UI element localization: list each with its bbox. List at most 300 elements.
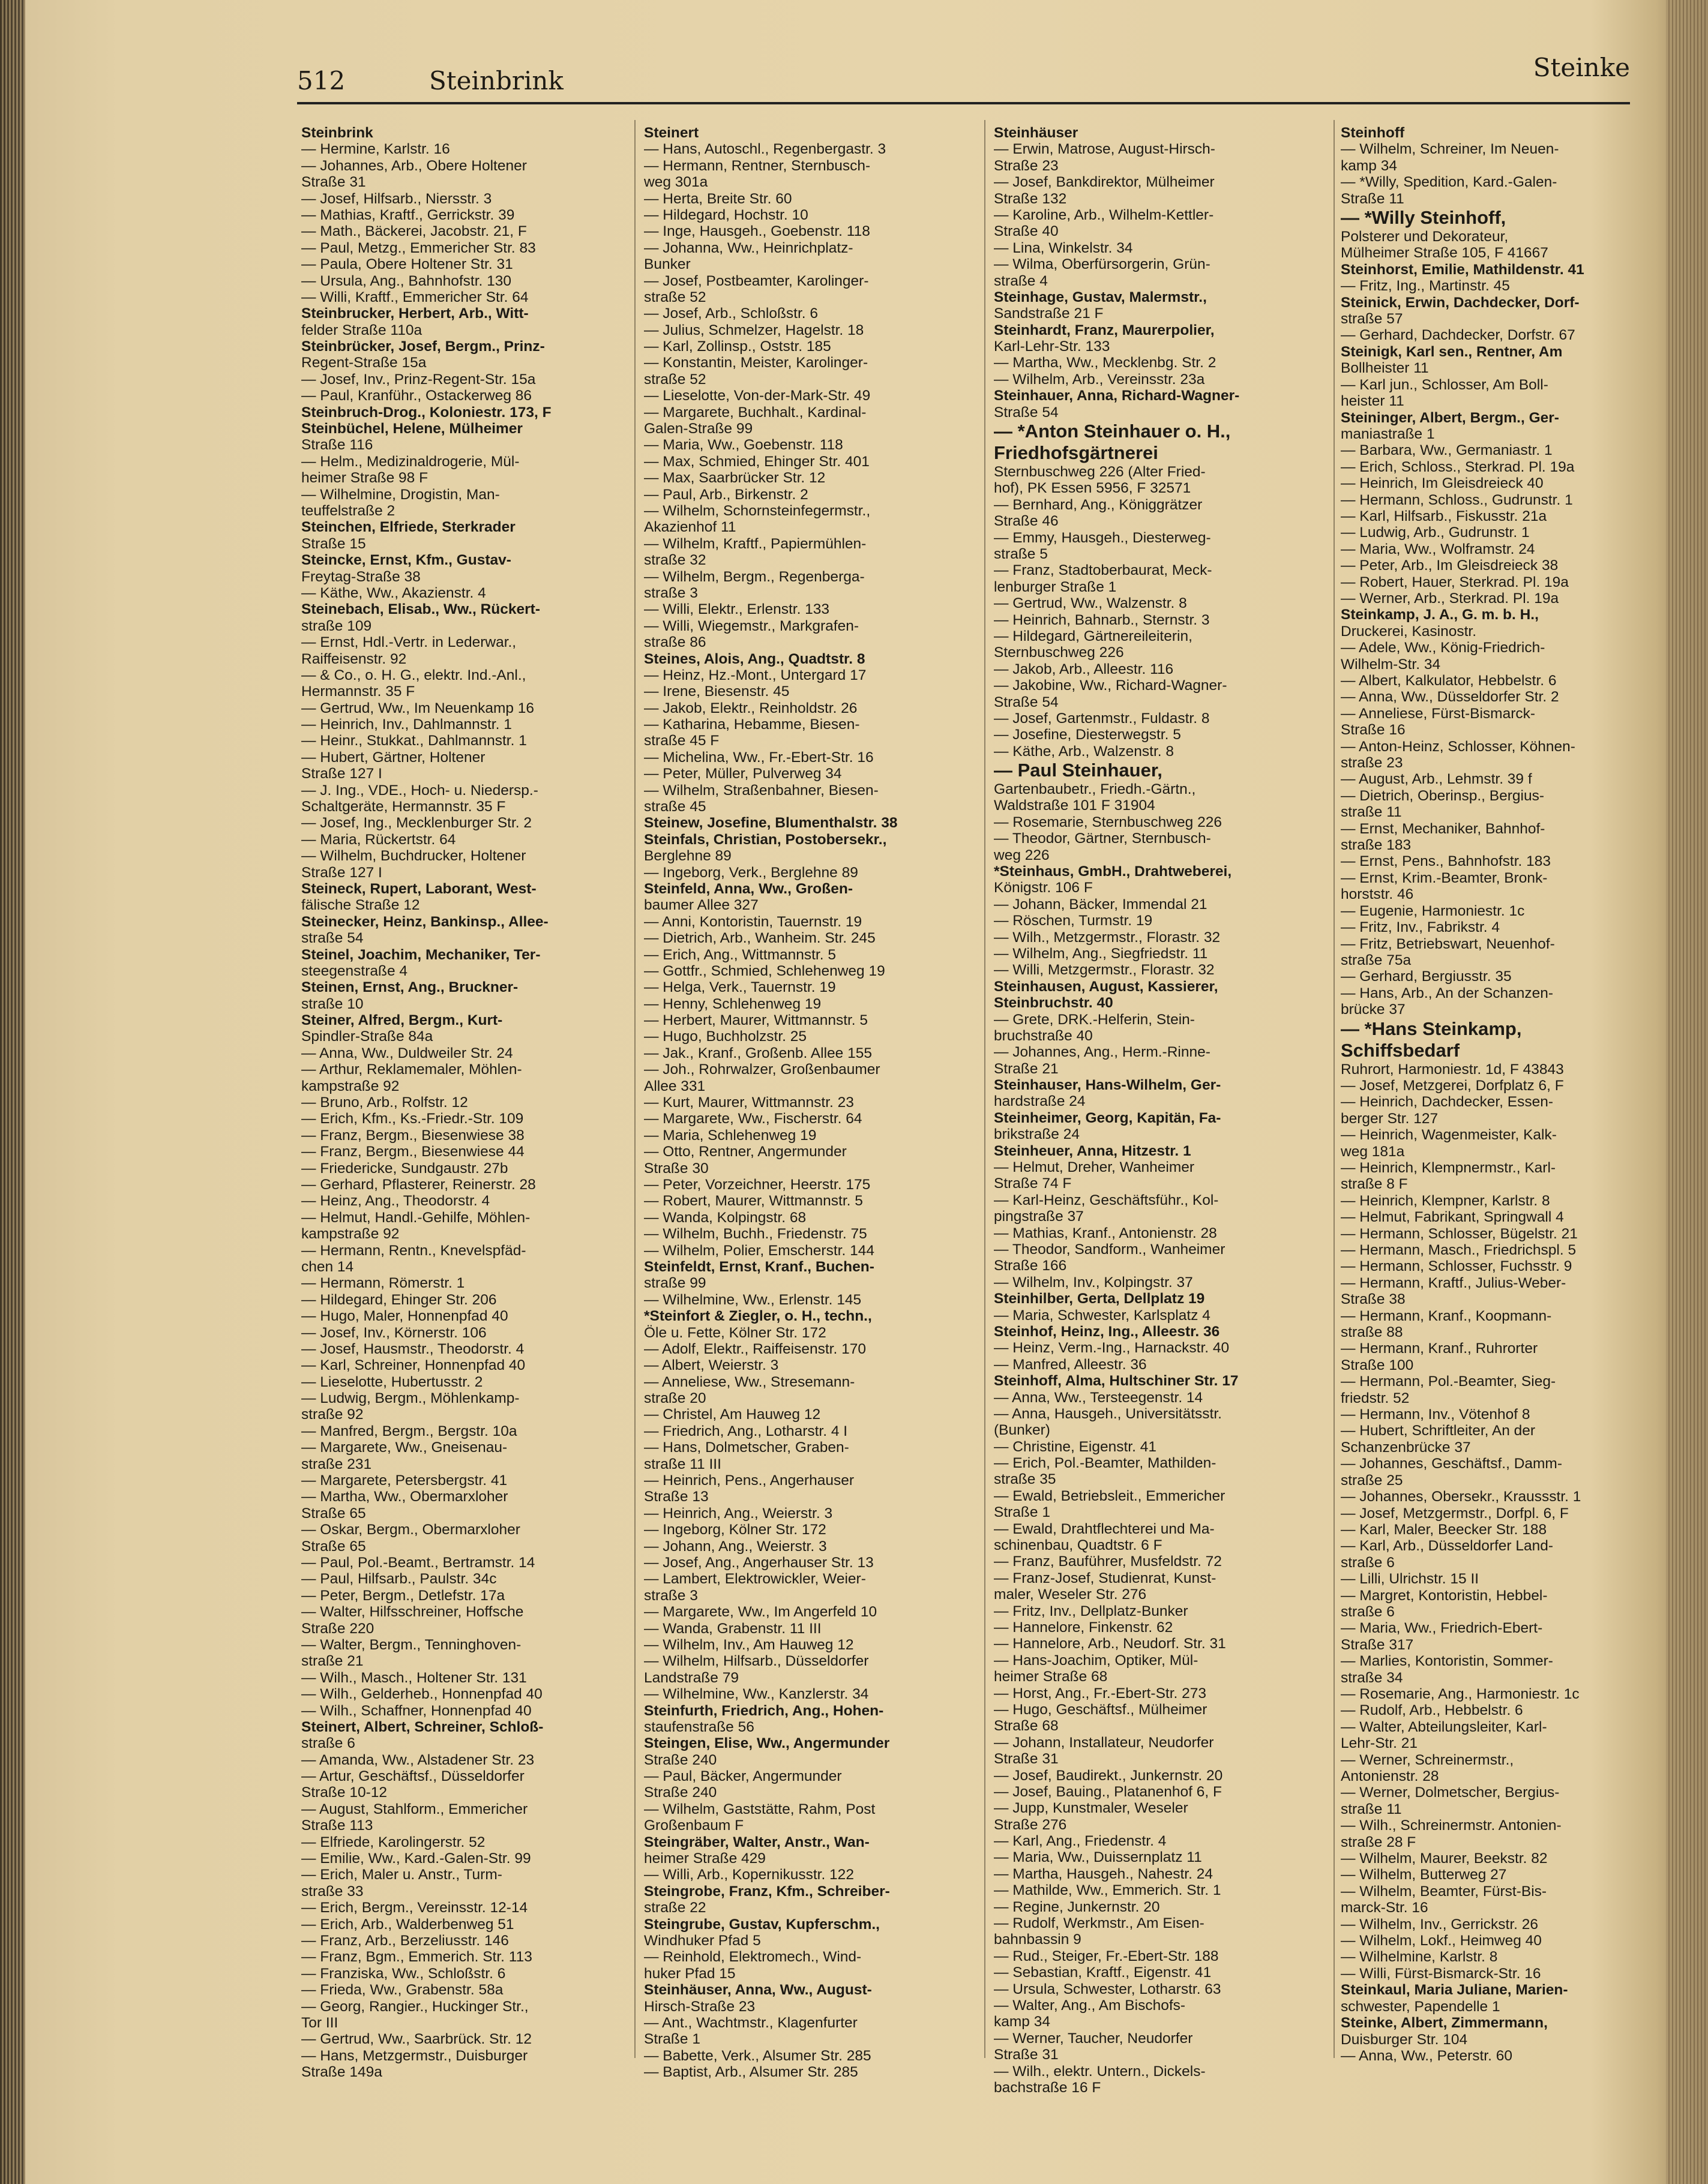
directory-entry-line: Landstraße 79	[644, 1669, 739, 1686]
directory-entry-line: — Ewald, Betriebsleit., Emmericher	[994, 1487, 1225, 1504]
directory-entry-line: Friedhofsgärtnerei	[994, 442, 1158, 464]
directory-entry-line: — Wilhelm, Buchh., Friedenstr. 75	[644, 1226, 867, 1243]
directory-entry-line: — Wilhelmine, Drogistin, Man-	[301, 486, 500, 503]
directory-entry-line: — Hans, Autoschl., Regenbergastr. 3	[644, 141, 886, 158]
directory-entry-line: straße 86	[644, 634, 706, 651]
directory-entry-line: huker Pfad 15	[644, 1965, 736, 1982]
directory-entry-line: — Theodor, Sandform., Wanheimer	[994, 1241, 1225, 1258]
directory-entry-line: — Regine, Junkernstr. 20	[994, 1898, 1160, 1915]
directory-entry-line: straße 34	[1341, 1669, 1403, 1686]
directory-entry-line: — Johannes, Obersekr., Kraussstr. 1	[1341, 1489, 1581, 1505]
directory-entry-line: — Wilh., Schreinermstr. Antonien-	[1341, 1817, 1562, 1834]
directory-entry-line: — Maria, Schwester, Karlsplatz 4	[994, 1307, 1210, 1324]
directory-entry-line: — Eugenie, Harmoniestr. 1c	[1341, 902, 1525, 919]
directory-entry-line: — Franz, Stadtoberbaurat, Meck-	[994, 562, 1212, 579]
directory-entry-line: Straße 127 I	[301, 864, 382, 881]
directory-entry-line: staufenstraße 56	[644, 1718, 754, 1735]
directory-entry-line: — Julius, Schmelzer, Hagelstr. 18	[644, 322, 864, 338]
directory-entry-line: kampstraße 92	[301, 1226, 400, 1243]
directory-entry-line: — Ingeborg, Verk., Berglehne 89	[644, 864, 858, 881]
directory-entry-line: — Helga, Verk., Tauernstr. 19	[644, 979, 836, 996]
directory-entry-line: Steinbüchel, Helene, Mülheimer	[301, 421, 523, 437]
directory-entry-line: Schiffsbedarf	[1341, 1039, 1460, 1061]
directory-entry-line: — Paula, Obere Holtener Str. 31	[301, 256, 513, 273]
directory-entry-line: Schanzenbrücke 37	[1341, 1439, 1471, 1456]
directory-entry-line: — Robert, Maurer, Wittmannstr. 5	[644, 1193, 863, 1210]
directory-entry-line: — Josefine, Diesterwegstr. 5	[994, 727, 1181, 743]
directory-entry-line: Steinheimer, Georg, Kapitän, Fa-	[994, 1109, 1221, 1126]
directory-entry-line: kamp 34	[1341, 157, 1397, 174]
directory-entry-line: straße 6	[301, 1735, 355, 1752]
directory-entry-line: — *Willy, Spedition, Kard.-Galen-	[1341, 174, 1557, 191]
directory-entry-line: Steinhäuser, Anna, Ww., August-	[644, 1982, 872, 1999]
directory-entry-line: — Erich, Schloss., Sterkrad. Pl. 19a	[1341, 458, 1575, 475]
directory-entry-line: — Anna, Ww., Tersteegenstr. 14	[994, 1389, 1203, 1406]
directory-entry-line: Straße 74 F	[994, 1175, 1072, 1192]
directory-entry-line: — Wilhelm, Bergm., Regenberga-	[644, 568, 865, 585]
directory-entry-line: straße 8 F	[1341, 1176, 1408, 1193]
directory-entry-line: — Martha, Hausgeh., Nahestr. 24	[994, 1865, 1213, 1882]
directory-entry-line: steegenstraße 4	[301, 962, 408, 979]
directory-entry-line: — Wilhelm, Schreiner, Im Neuen-	[1341, 141, 1559, 158]
directory-entry-line: straße 88	[1341, 1324, 1403, 1341]
directory-entry-line: — August, Arb., Lehmstr. 39 f	[1341, 771, 1532, 788]
directory-entry-line: Tor III	[301, 2014, 338, 2031]
directory-entry-line: Straße 31	[301, 174, 366, 191]
directory-entry-line: — Heinrich, Inv., Dahlmannstr. 1	[301, 716, 512, 733]
directory-entry-line: friedstr. 52	[1341, 1390, 1410, 1406]
directory-entry-line: — Heinrich, Klempnermstr., Karl-	[1341, 1159, 1556, 1176]
directory-entry-line: — Helmut, Fabrikant, Springwall 4	[1341, 1209, 1564, 1226]
directory-entry-line: — Wanda, Kolpingstr. 68	[644, 1209, 807, 1226]
directory-entry-line: Steinigk, Karl sen., Rentner, Am	[1341, 343, 1563, 360]
directory-entry-line: — Wilhelm, Hilfsarb., Düsseldorfer	[644, 1653, 869, 1670]
directory-entry-line: Straße 10-12	[301, 1784, 387, 1801]
directory-entry-line: Straße 11	[1341, 190, 1404, 207]
directory-entry-line: straße 54	[301, 930, 364, 947]
directory-entry-line: — & Co., o. H. G., elektr. Ind.-Anl.,	[301, 667, 526, 683]
directory-entry-line: fälische Straße 12	[301, 897, 420, 914]
directory-entry-line: Steinhausen, August, Kassierer,	[994, 978, 1218, 995]
directory-entry-line: Hermannstr. 35 F	[301, 683, 415, 700]
directory-entry-line: Straße 166	[994, 1258, 1067, 1274]
directory-entry-line: — Elfriede, Karolingerstr. 52	[301, 1834, 486, 1850]
directory-entry-line: — Maria, Schlehenweg 19	[644, 1127, 817, 1144]
directory-entry-line: — Paul, Hilfsarb., Paulstr. 34c	[301, 1571, 497, 1588]
directory-entry-line: — Heinrich, Wagenmeister, Kalk-	[1341, 1127, 1557, 1144]
directory-entry-line: — Gertrud, Ww., Im Neuenkamp 16	[301, 700, 535, 716]
directory-entry-line: Ruhrort, Harmoniestr. 1d, F 43843	[1341, 1061, 1564, 1078]
directory-entry-line: Königstr. 106 F	[994, 880, 1093, 896]
directory-entry-line: — Johannes, Arb., Obere Holtener	[301, 157, 527, 174]
directory-entry-line: — Willi, Elektr., Erlenstr. 133	[644, 601, 830, 618]
directory-entry-line: *Steinfort & Ziegler, o. H., techn.,	[644, 1308, 872, 1325]
directory-entry-line: — Jakob, Elektr., Reinholdstr. 26	[644, 700, 858, 716]
directory-entry-line: — Hannelore, Arb., Neudorf. Str. 31	[994, 1636, 1226, 1652]
directory-entry-line: — Heinz, Verm.-Ing., Harnackstr. 40	[994, 1340, 1230, 1357]
directory-entry-line: straße 6	[1341, 1554, 1395, 1571]
directory-entry-line: — Wilhelm, Lokf., Heimweg 40	[1341, 1933, 1542, 1949]
directory-entry-line: Steinhoff	[1341, 125, 1405, 141]
directory-entry-line: — Albert, Kalkulator, Hebbelstr. 6	[1341, 673, 1557, 689]
directory-entry-line: — Röschen, Turmstr. 19	[994, 913, 1153, 929]
directory-entry-line: straße 92	[301, 1406, 364, 1423]
directory-column-3	[994, 125, 1315, 2096]
directory-column-1	[301, 125, 622, 2080]
directory-entry-line: — Marlies, Kontoristin, Sommer-	[1341, 1653, 1553, 1670]
directory-entry-line: — Walter, Hilfsschreiner, Hoffsche	[301, 1604, 524, 1621]
directory-entry-line: — Maria, Ww., Friedrich-Ebert-	[1341, 1620, 1543, 1637]
directory-entry-line: — Ludwig, Bergm., Möhlenkamp-	[301, 1390, 520, 1407]
directory-entry-line: Steinbruchstr. 40	[994, 995, 1113, 1012]
directory-entry-line: — Karl jun., Schlosser, Am Boll-	[1341, 376, 1548, 393]
directory-entry-line: — Franz-Josef, Studienrat, Kunst-	[994, 1570, 1216, 1586]
directory-entry-line: — Wilhelmine, Ww., Kanzlerstr. 34	[644, 1686, 869, 1703]
directory-entry-line: — Henny, Schlehenweg 19	[644, 995, 822, 1012]
directory-entry-line: — Heinr., Stukkat., Dahlmannstr. 1	[301, 733, 527, 749]
directory-entry-line: — Wilh., Gelderheb., Honnenpfad 40	[301, 1686, 543, 1703]
directory-entry-line: — Anna, Ww., Peterstr. 60	[1341, 2047, 1512, 2064]
directory-entry-line: bachstraße 16 F	[994, 2079, 1101, 2096]
directory-entry-line: — Josef, Baudirekt., Junkernstr. 20	[994, 1767, 1223, 1784]
directory-entry-line: Straße 149a	[301, 2064, 382, 2081]
directory-entry-line: — Wilhelm, Beamter, Fürst-Bis-	[1341, 1883, 1547, 1900]
directory-entry-line: — Wilhelm, Inv., Gerrickstr. 26	[1341, 1916, 1538, 1933]
directory-entry-line: weg 181a	[1341, 1143, 1405, 1160]
directory-entry-line: — Franz, Arb., Berzeliusstr. 146	[301, 1932, 509, 1949]
directory-entry-line: Steinhardt, Franz, Maurerpolier,	[994, 322, 1215, 338]
directory-entry-line: — *Hans Steinkamp,	[1341, 1018, 1522, 1039]
directory-entry-line: straße 52	[644, 371, 706, 388]
directory-entry-line: — Paul, Kranführ., Ostackerweg 86	[301, 388, 532, 404]
directory-entry-line: heimer Straße 98 F	[301, 470, 429, 487]
directory-entry-line: — Inge, Hausgeh., Goebenstr. 118	[644, 223, 870, 240]
directory-entry-line: — Paul Steinhauer,	[994, 760, 1162, 781]
directory-entry-line: — Wilhelm, Maurer, Beekstr. 82	[1341, 1850, 1548, 1867]
directory-entry-line: — Hugo, Buchholzstr. 25	[644, 1028, 807, 1045]
directory-entry-line: — Babette, Verk., Alsumer Str. 285	[644, 2047, 871, 2064]
directory-entry-line: Windhuker Pfad 5	[644, 1932, 761, 1949]
directory-entry-line: — Gerhard, Pflasterer, Reinerstr. 28	[301, 1177, 536, 1193]
directory-entry-line: — Gottfr., Schmied, Schlehenweg 19	[644, 962, 885, 979]
directory-entry-line: — Karl, Hilfsarb., Fiskusstr. 21a	[1341, 508, 1547, 524]
directory-entry-line: — Josef, Bauing., Platanenhof 6, F	[994, 1783, 1222, 1800]
directory-entry-line: — Emmy, Hausgeh., Diesterweg-	[994, 529, 1211, 546]
directory-entry-line: — Sebastian, Kraftf., Eigenstr. 41	[994, 1964, 1212, 1981]
directory-entry-line: Raiffeisenstr. 92	[301, 650, 407, 667]
directory-entry-line: — Adolf, Elektr., Raiffeisenstr. 170	[644, 1340, 866, 1357]
directory-entry-line: — Jakob, Arb., Alleestr. 116	[994, 661, 1174, 677]
directory-entry-line: Sternbuschweg 226	[994, 644, 1124, 661]
directory-entry-line: straße 4	[994, 272, 1048, 289]
directory-entry-line: schwester, Papendelle 1	[1341, 1998, 1500, 2015]
directory-entry-line: — Karl, Maler, Beecker Str. 188	[1341, 1521, 1547, 1538]
directory-entry-line: — Wilhelmine, Karlstr. 8	[1341, 1949, 1498, 1966]
directory-entry-line: — Wilhelm, Polier, Emscherstr. 144	[644, 1242, 874, 1259]
directory-entry-line: Steinen, Ernst, Ang., Bruckner-	[301, 979, 519, 996]
directory-entry-line: straße 11	[1341, 1801, 1402, 1817]
directory-entry-line: felder Straße 110a	[301, 322, 422, 338]
directory-entry-line: — Wilh., Metzgermstr., Florastr. 32	[994, 929, 1221, 946]
directory-entry-line: Sternbuschweg 226 (Alter Fried-	[994, 464, 1206, 481]
directory-entry-line: Steinecker, Heinz, Bankinsp., Allee-	[301, 913, 549, 930]
directory-entry-line: — Rudolf, Werkmstr., Am Eisen-	[994, 1915, 1204, 1932]
directory-entry-line: Regent-Straße 15a	[301, 355, 427, 371]
directory-entry-line: — Wilh., elektr. Untern., Dickels-	[994, 2063, 1206, 2080]
directory-entry-line: — Hans, Dolmetscher, Graben-	[644, 1439, 849, 1456]
directory-entry-line: — Karl, Schreiner, Honnenpfad 40	[301, 1357, 526, 1374]
directory-entry-line: Steingrobe, Franz, Kfm., Schreiber-	[644, 1883, 890, 1900]
directory-entry-line: — Hans-Joachim, Optiker, Mül-	[994, 1652, 1198, 1669]
directory-entry-line: Schaltgeräte, Hermannstr. 35 F	[301, 799, 506, 815]
column-divider	[634, 120, 636, 2058]
directory-entry-line: straße 75a	[1341, 952, 1412, 968]
directory-entry-line: hardstraße 24	[994, 1093, 1086, 1110]
directory-entry-line: Steinick, Erwin, Dachdecker, Dorf-	[1341, 294, 1580, 311]
directory-entry-line: Steinfeld, Anna, Ww., Großen-	[644, 880, 853, 897]
directory-entry-line: Steinert, Albert, Schreiner, Schloß-	[301, 1718, 544, 1735]
directory-entry-line: Steinchen, Elfriede, Sterkrader	[301, 519, 516, 536]
directory-entry-line: — Adele, Ww., König-Friedrich-	[1341, 640, 1545, 656]
directory-entry-line: — Josef, Ing., Mecklenburger Str. 2	[301, 815, 532, 832]
directory-entry-line: — Helm., Medizinaldrogerie, Mül-	[301, 453, 520, 470]
directory-entry-line: hof), PK Essen 5956, F 32571	[994, 480, 1191, 497]
directory-entry-line: — Johann, Installateur, Neudorfer	[994, 1734, 1214, 1751]
directory-entry-line: — Erich, Kfm., Ks.-Friedr.-Str. 109	[301, 1111, 524, 1127]
directory-entry-line: Steinfeldt, Ernst, Kranf., Buchen-	[644, 1258, 874, 1275]
directory-entry-line: — Heinz, Ang., Theodorstr. 4	[301, 1193, 490, 1210]
directory-entry-line: straße 11 III	[644, 1456, 721, 1472]
directory-entry-line: Steinhauer, Anna, Richard-Wagner-	[994, 388, 1240, 404]
directory-entry-line: — Paul, Arb., Birkenstr. 2	[644, 486, 808, 503]
directory-entry-line: — Hildegard, Ehinger Str. 206	[301, 1291, 497, 1308]
directory-entry-line: — Anna, Ww., Duldweiler Str. 24	[301, 1045, 513, 1061]
directory-entry-line: — Margarete, Petersbergstr. 41	[301, 1472, 508, 1489]
directory-entry-line: — J. Ing., VDE., Hoch- u. Niedersp.-	[301, 782, 538, 799]
directory-entry-line: — Werner, Taucher, Neudorfer	[994, 2030, 1193, 2047]
directory-entry-line: — Hannelore, Finkenstr. 62	[994, 1619, 1173, 1636]
directory-entry-line: — Ant., Wachtmstr., Klagenfurter	[644, 2014, 858, 2031]
directory-entry-line: straße 3	[644, 1587, 698, 1604]
directory-entry-line: straße 35	[994, 1471, 1056, 1488]
directory-entry-line: Berglehne 89	[644, 848, 732, 865]
directory-entry-line: — August, Stahlform., Emmericher	[301, 1801, 528, 1817]
directory-entry-line: — Gerhard, Dachdecker, Dorfstr. 67	[1341, 327, 1575, 344]
directory-entry-line: — Karoline, Arb., Wilhelm-Kettler-	[994, 206, 1214, 223]
directory-entry-line: Spindler-Straße 84a	[301, 1028, 433, 1045]
directory-entry-line: — Bernhard, Ang., Königgrätzer	[994, 496, 1203, 513]
directory-entry-line: — Ursula, Schwester, Lotharstr. 63	[994, 1981, 1221, 1997]
directory-entry-line: Straße 220	[301, 1620, 374, 1637]
directory-entry-line: Straße 116	[301, 437, 373, 454]
directory-entry-line: — Dietrich, Arb., Wanheim. Str. 245	[644, 930, 876, 947]
directory-entry-line: Steinhilber, Gerta, Dellplatz 19	[994, 1291, 1205, 1307]
directory-entry-line: Steinbruch-Drog., Koloniestr. 173, F	[301, 404, 552, 421]
directory-entry-line: — Johann, Ang., Weierstr. 3	[644, 1538, 827, 1555]
directory-entry-line: Galen-Straße 99	[644, 421, 753, 437]
directory-entry-line: — Josef, Postbeamter, Karolinger-	[644, 272, 869, 289]
directory-entry-line: — Heinz, Hz.-Mont., Untergard 17	[644, 667, 867, 683]
directory-entry-line: Straße 68	[994, 1718, 1059, 1735]
directory-entry-line: — Margarete, Ww., Fischerstr. 64	[644, 1111, 862, 1127]
directory-entry-line: Steinhoff, Alma, Hultschiner Str. 17	[994, 1373, 1239, 1390]
directory-entry-line: Straße 127 I	[301, 766, 382, 782]
directory-entry-line: — Josef, Inv., Körnerstr. 106	[301, 1324, 487, 1341]
directory-entry-line: — Mathilde, Ww., Emmerich. Str. 1	[994, 1882, 1221, 1899]
directory-entry-line: — Peter, Arb., Im Gleisdreieck 38	[1341, 557, 1559, 574]
directory-entry-line: brücke 37	[1341, 1001, 1406, 1018]
directory-entry-line: — Herta, Breite Str. 60	[644, 190, 792, 207]
directory-entry-line: — Georg, Rangier., Huckinger Str.,	[301, 1998, 529, 2015]
directory-entry-line: — Hermann, Römerstr. 1	[301, 1275, 465, 1292]
directory-entry-line: — Fritz, Inv., Fabrikstr. 4	[1341, 919, 1500, 936]
directory-entry-line: — Erich, Ang., Wittmannstr. 5	[644, 946, 836, 963]
directory-entry-line: — Ernst, Pens., Bahnhofstr. 183	[1341, 853, 1551, 870]
directory-entry-line: — Hermann, Kranf., Ruhrorter	[1341, 1340, 1538, 1357]
directory-entry-line: Straße 38	[1341, 1291, 1406, 1308]
directory-entry-line: straße 109	[301, 617, 372, 634]
directory-entry-line: Straße 31	[994, 2047, 1059, 2063]
directory-entry-line: — Ewald, Drahtflechterei und Ma-	[994, 1520, 1215, 1537]
directory-entry-line: — Wilhelm, Buchdrucker, Holtener	[301, 848, 526, 865]
directory-entry-line: — Rosemarie, Sternbuschweg 226	[994, 814, 1222, 830]
directory-entry-line: berger Str. 127	[1341, 1110, 1439, 1127]
directory-entry-line: — Hermann, Kraftf., Julius-Weber-	[1341, 1274, 1566, 1291]
directory-entry-line: Straße 240	[644, 1751, 717, 1768]
directory-entry-line: Steinhorst, Emilie, Mathildenstr. 41	[1341, 261, 1584, 278]
directory-entry-line: — Margarete, Buchhalt., Kardinal-	[644, 404, 867, 421]
directory-entry-line: — Wilh., Schaffner, Honnenpfad 40	[301, 1702, 532, 1719]
directory-entry-line: Steininger, Albert, Bergm., Ger-	[1341, 409, 1559, 426]
directory-entry-line: pingstraße 37	[994, 1208, 1084, 1225]
directory-entry-line: straße 52	[644, 289, 706, 305]
directory-entry-line: — Irene, Biesenstr. 45	[644, 683, 790, 700]
directory-entry-line: straße 22	[644, 1900, 706, 1916]
header-last-keyword: Steinke	[1533, 53, 1630, 82]
directory-entry-line: Öle u. Fette, Kölner Str. 172	[644, 1324, 826, 1341]
directory-entry-line: — Friedrich, Ang., Lotharstr. 4 I	[644, 1423, 848, 1439]
directory-entry-line: — Wilhelm, Butterweg 27	[1341, 1867, 1507, 1883]
directory-entry-line: Allee 331	[644, 1078, 706, 1094]
directory-entry-line: — Margarete, Ww., Gneisenau-	[301, 1439, 508, 1456]
directory-entry-line: Steinert	[644, 125, 699, 141]
directory-entry-line: — Dietrich, Oberinsp., Bergius-	[1341, 787, 1545, 804]
directory-entry-line: — Ludwig, Arb., Gudrunstr. 1	[1341, 524, 1530, 541]
directory-entry-line: — Gertrud, Ww., Walzenstr. 8	[994, 595, 1187, 612]
directory-entry-line: — Willi, Arb., Kopernikusstr. 122	[644, 1867, 854, 1883]
directory-entry-line: Straße 1	[644, 2031, 700, 2048]
directory-entry-line: — Gerhard, Bergiusstr. 35	[1341, 968, 1512, 985]
directory-entry-line: — Robert, Hauer, Sterkrad. Pl. 19a	[1341, 574, 1569, 590]
directory-entry-line: Straße 65	[301, 1538, 366, 1555]
directory-entry-line: Hirsch-Straße 23	[644, 1998, 756, 2015]
directory-entry-line: maniastraße 1	[1341, 425, 1435, 442]
directory-entry-line: — Paul, Bäcker, Angermunder	[644, 1768, 842, 1785]
directory-entry-line: — Hildegard, Gärtnereileiterin,	[994, 628, 1192, 644]
directory-entry-line: — Wilhelm, Inv., Kolpingstr. 37	[994, 1274, 1193, 1291]
directory-entry-line: — Werner, Dolmetscher, Bergius-	[1341, 1784, 1560, 1801]
directory-entry-line: straße 231	[301, 1456, 372, 1472]
directory-entry-line: Straße 54	[994, 404, 1059, 421]
directory-entry-line: — Wanda, Grabenstr. 11 III	[644, 1620, 822, 1637]
directory-entry-line: — Hermann, Schlosser, Bügelstr. 21	[1341, 1225, 1578, 1242]
directory-entry-line: Karl-Lehr-Str. 133	[994, 338, 1110, 355]
directory-entry-line: — Heinrich, Klempner, Karlstr. 8	[1341, 1192, 1550, 1209]
directory-entry-line: — Heinrich, Pens., Angerhauser	[644, 1472, 854, 1489]
directory-entry-line: — Hubert, Gärtner, Holtener	[301, 749, 486, 766]
directory-entry-line: — Erich, Maler u. Anstr., Turm-	[301, 1867, 502, 1883]
directory-entry-line: — Frieda, Ww., Grabenstr. 58a	[301, 1982, 504, 1999]
directory-entry-line: — Wilhelmine, Ww., Erlenstr. 145	[644, 1291, 862, 1308]
directory-entry-line: straße 45	[644, 799, 706, 815]
directory-entry-line: — Joh., Rohrwalzer, Großenbaumer	[644, 1061, 880, 1078]
directory-entry-line: — Ernst, Hdl.-Vertr. in Lederwar.,	[301, 634, 517, 651]
directory-entry-line: kamp 34	[994, 2014, 1050, 2030]
directory-entry-line: Sandstraße 21 F	[994, 305, 1104, 322]
directory-entry-line: — Paul, Pol.-Beamt., Bertramstr. 14	[301, 1554, 535, 1571]
directory-entry-line: marck-Str. 16	[1341, 1900, 1428, 1916]
directory-entry-line: — Willi, Kraftf., Emmericher Str. 64	[301, 289, 529, 305]
directory-entry-line: — Fritz, Ing., Martinstr. 45	[1341, 278, 1510, 295]
directory-entry-line: schinenbau, Quadtstr. 6 F	[994, 1537, 1162, 1554]
directory-entry-line: Polsterer und Dekorateur,	[1341, 229, 1509, 245]
directory-entry-line: — Lieselotte, Hubertusstr. 2	[301, 1373, 483, 1390]
directory-entry-line: teuffelstraße 2	[301, 502, 395, 519]
directory-entry-line: Steinel, Joachim, Mechaniker, Ter-	[301, 946, 541, 963]
directory-entry-line: — Anna, Hausgeh., Universitätsstr.	[994, 1405, 1222, 1422]
directory-entry-line: *Steinhaus, GmbH., Drahtweberei,	[994, 863, 1232, 880]
directory-entry-line: — Peter, Müller, Pulverweg 34	[644, 766, 842, 782]
directory-entry-line: — Wilma, Oberfürsorgerin, Grün-	[994, 256, 1210, 273]
directory-entry-line: — Johann, Bäcker, Immendal 21	[994, 896, 1207, 913]
directory-entry-line: straße 45 F	[644, 733, 720, 749]
directory-entry-line: — Amanda, Ww., Alstadener Str. 23	[301, 1751, 535, 1768]
directory-entry-line: Steinkaul, Maria Juliane, Marien-	[1341, 1982, 1568, 1999]
directory-entry-line: Steinfurth, Friedrich, Ang., Hohen-	[644, 1702, 884, 1719]
directory-entry-line: — Anni, Kontoristin, Tauernstr. 19	[644, 913, 862, 930]
directory-entry-line: — Josef, Arb., Schloßstr. 6	[644, 305, 819, 322]
directory-entry-line: Straße 132	[994, 190, 1067, 207]
directory-entry-line: — Jak., Kranf., Großenb. Allee 155	[644, 1045, 872, 1061]
directory-entry-line: — Josef, Inv., Prinz-Regent-Str. 15a	[301, 371, 536, 388]
directory-entry-line: straße 21	[301, 1653, 364, 1670]
directory-entry-line: — Wilhelm, Ang., Siegfriedstr. 11	[994, 945, 1208, 962]
directory-entry-line: — Karl, Ang., Friedenstr. 4	[994, 1833, 1167, 1850]
directory-entry-line: straße 33	[301, 1883, 364, 1900]
directory-entry-line: Mülheimer Straße 105, F 41667	[1341, 245, 1548, 262]
directory-entry-line: horststr. 46	[1341, 886, 1414, 903]
directory-entry-line: — Hubert, Schriftleiter, An der	[1341, 1423, 1536, 1439]
directory-entry-line: Straße 46	[994, 513, 1059, 530]
directory-entry-line: — Josef, Metzgerei, Dorfplatz 6, F	[1341, 1077, 1564, 1094]
directory-entry-line: straße 99	[644, 1275, 706, 1292]
directory-entry-line: kampstraße 92	[301, 1078, 400, 1094]
directory-entry-line: Straße 13	[644, 1489, 709, 1505]
directory-entry-line: — Hildegard, Hochstr. 10	[644, 206, 808, 223]
directory-entry-line: Steingrube, Gustav, Kupferschm.,	[644, 1916, 880, 1933]
directory-entry-line: Straße 65	[301, 1505, 366, 1522]
directory-entry-line: — Franziska, Ww., Schloßstr. 6	[301, 1965, 506, 1982]
directory-entry-line: Steinbrink	[301, 125, 373, 141]
directory-entry-line: — Rudolf, Arb., Hebbelstr. 6	[1341, 1702, 1523, 1719]
directory-entry-line: — Walter, Abteilungsleiter, Karl-	[1341, 1718, 1547, 1735]
directory-entry-line: Steinkamp, J. A., G. m. b. H.,	[1341, 607, 1539, 623]
directory-entry-line: — Franz, Bergm., Biesenwiese 44	[301, 1144, 525, 1160]
directory-entry-line: — Hermann, Schlosser, Fuchsstr. 9	[1341, 1258, 1572, 1275]
directory-entry-line: — Lambert, Elektrowickler, Weier-	[644, 1571, 866, 1588]
directory-entry-line: — Hugo, Maler, Honnenpfad 40	[301, 1308, 508, 1325]
directory-entry-line: — Max, Schmied, Ehinger Str. 401	[644, 453, 870, 470]
